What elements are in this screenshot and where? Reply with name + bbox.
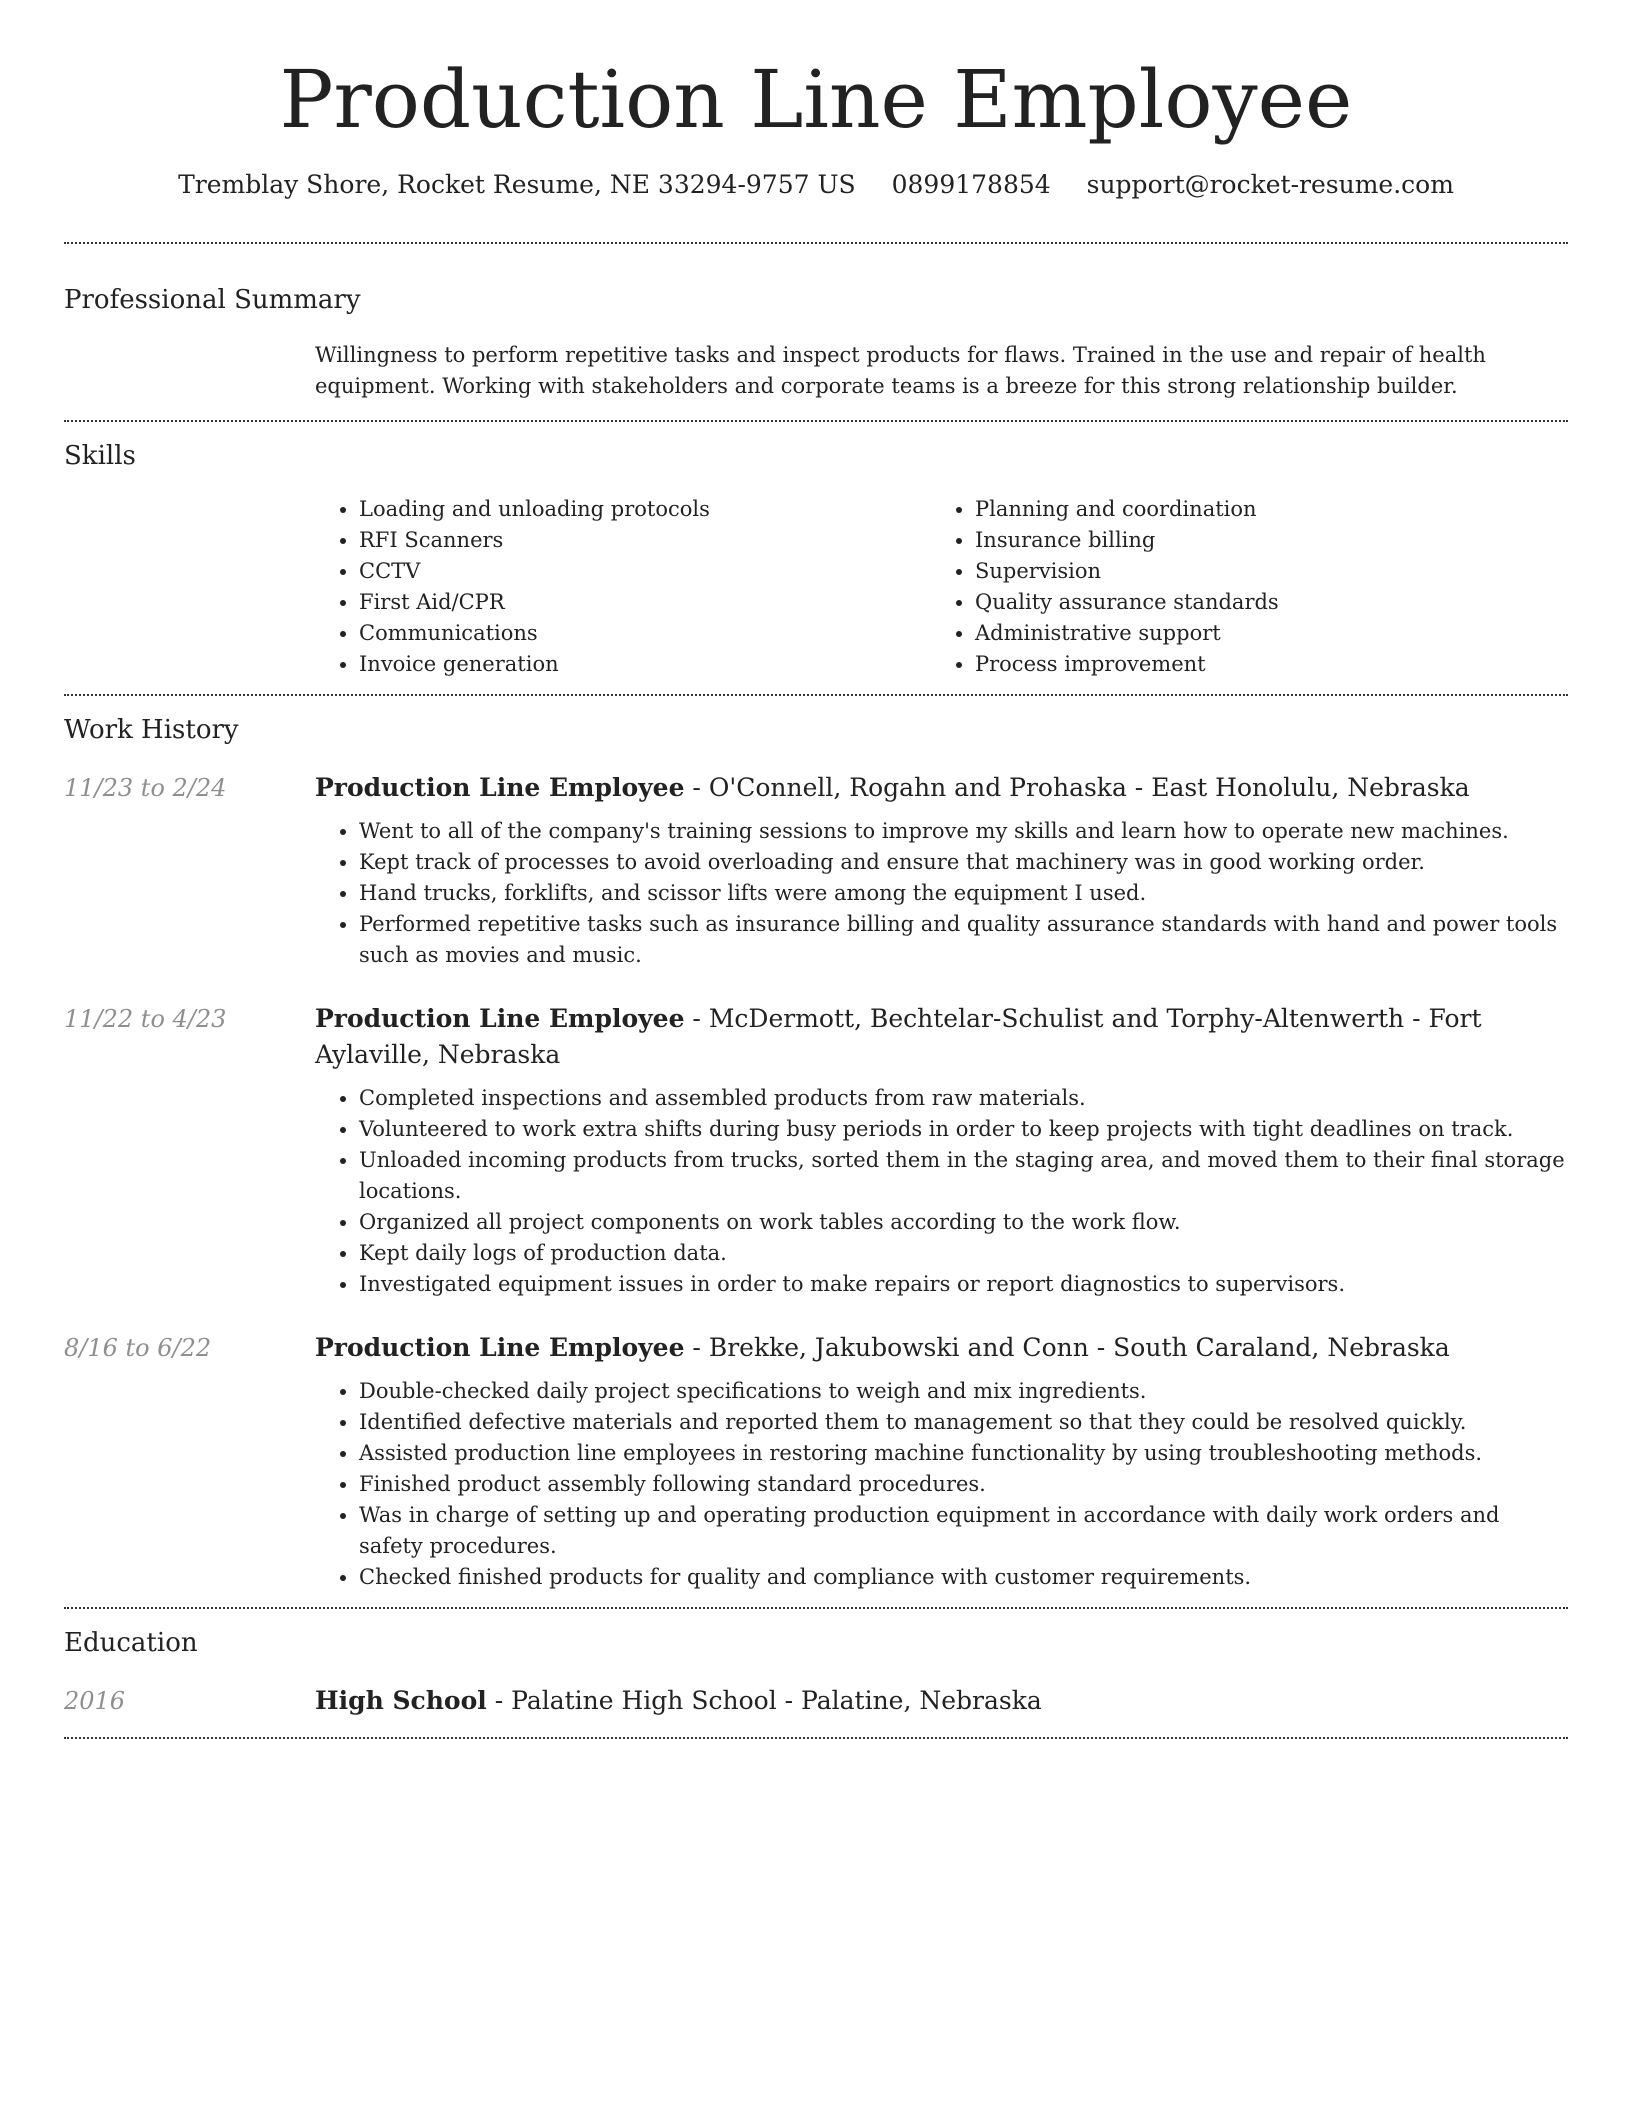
job-employer: - McDermott, Bechtelar-Schulist and Torphy-Altenwerth - Fort Aylaville, Nebraska <box>315 1004 1482 1069</box>
job-duty: • Volunteered to work extra shifts during busy periods in order to keep projects with tight deadlines on track. <box>359 1114 1568 1145</box>
skill-item: • Communications <box>359 618 931 649</box>
summary-title: Professional Summary <box>64 285 361 315</box>
education-entry <box>64 1683 1568 1729</box>
job-duty: • Kept track of processes to avoid overloading and ensure that machinery was in good working order. <box>359 847 1568 878</box>
contact-address: Tremblay Shore, Rocket Resume, NE 33294-9757 US <box>178 170 856 199</box>
skills-grid <box>315 494 1568 680</box>
job-heading <box>315 1330 1568 1366</box>
divider <box>64 1737 1568 1739</box>
job-duties <box>315 1376 1568 1593</box>
skill-item: • Loading and unloading protocols <box>359 494 931 525</box>
job-role: Production Line Employee <box>315 1333 685 1362</box>
education-year: 2016 <box>64 1687 126 1715</box>
summary-section <box>64 244 1568 402</box>
summary-text: Willingness to perform repetitive tasks and inspect products for flaws. Trained in the use and repair of health equipment. Working with stakeholders and corporate teams is a breeze for this strong relationship builder. <box>315 343 1486 398</box>
skill-item: • Process improvement <box>975 649 1568 680</box>
job-duties <box>315 1083 1568 1300</box>
job-heading <box>315 1001 1568 1073</box>
job-duty: • Unloaded incoming products from trucks, sorted them in the staging area, and moved them to their final storage locations. <box>359 1145 1568 1207</box>
job-entry <box>64 770 1568 971</box>
skill-item: • CCTV <box>359 556 931 587</box>
job-duty: • Performed repetitive tasks such as insurance billing and quality assurance standards with hand and power tools such as movies and music. <box>359 909 1568 971</box>
job-duty: • Kept daily logs of production data. <box>359 1238 1568 1269</box>
job-heading <box>315 770 1568 806</box>
skill-item: • Insurance billing <box>975 525 1568 556</box>
job-duty: • Investigated equipment issues in order to make repairs or report diagnostics to supervisors. <box>359 1269 1568 1300</box>
skill-item: • RFI Scanners <box>359 525 931 556</box>
contact-line <box>64 168 1568 202</box>
education-heading <box>315 1683 1568 1719</box>
resume-header <box>64 0 1568 202</box>
skills-title: Skills <box>64 441 136 471</box>
skill-item: • Invoice generation <box>359 649 931 680</box>
job-duty: • Hand trucks, forklifts, and scissor lifts were among the equipment I used. <box>359 878 1568 909</box>
education-school: - Palatine High School - Palatine, Nebraska <box>486 1686 1042 1715</box>
work-history-section <box>64 696 1568 1607</box>
skills-list-left <box>315 494 931 680</box>
job-duty: • Identified defective materials and reported them to management so that they could be resolved quickly. <box>359 1407 1568 1438</box>
job-duty: • Checked finished products for quality and compliance with customer requirements. <box>359 1562 1568 1593</box>
job-duty: • Completed inspections and assembled products from raw materials. <box>359 1083 1568 1114</box>
job-dates: 8/16 to 6/22 <box>64 1334 212 1362</box>
job-dates: 11/23 to 2/24 <box>64 774 227 802</box>
job-duty: • Finished product assembly following standard procedures. <box>359 1469 1568 1500</box>
job-employer: - Brekke, Jakubowski and Conn - South Caraland, Nebraska <box>684 1333 1450 1362</box>
job-duty: • Went to all of the company's training sessions to improve my skills and learn how to operate new machines. <box>359 816 1568 847</box>
skill-item: • Supervision <box>975 556 1568 587</box>
education-title: Education <box>64 1628 198 1658</box>
skills-list-right <box>931 494 1568 680</box>
job-entry <box>64 1330 1568 1593</box>
candidate-name: Production Line Employee <box>279 53 1353 146</box>
job-duty: • Organized all project components on work tables according to the work flow. <box>359 1207 1568 1238</box>
skill-item: • Planning and coordination <box>975 494 1568 525</box>
education-section <box>64 1609 1568 1737</box>
job-duty: • Double-checked daily project specifications to weigh and mix ingredients. <box>359 1376 1568 1407</box>
job-duty: • Assisted production line employees in restoring machine functionality by using troubleshooting methods. <box>359 1438 1568 1469</box>
job-duty: • Was in charge of setting up and operating production equipment in accordance with daily work orders and safety procedures. <box>359 1500 1568 1562</box>
skill-item: • Quality assurance standards <box>975 587 1568 618</box>
job-employer: - O'Connell, Rogahn and Prohaska - East Honolulu, Nebraska <box>684 773 1470 802</box>
contact-phone: 0899178854 <box>891 170 1051 199</box>
skill-item: • Administrative support <box>975 618 1568 649</box>
job-duties <box>315 816 1568 971</box>
work-history-title: Work History <box>64 715 239 745</box>
contact-email: support@rocket-resume.com <box>1086 170 1454 199</box>
job-dates: 11/22 to 4/23 <box>64 1005 227 1033</box>
skill-item: • First Aid/CPR <box>359 587 931 618</box>
job-role: Production Line Employee <box>315 1004 685 1033</box>
skills-section <box>64 422 1568 680</box>
education-degree: High School <box>315 1686 487 1715</box>
job-entry <box>64 1001 1568 1300</box>
job-role: Production Line Employee <box>315 773 685 802</box>
